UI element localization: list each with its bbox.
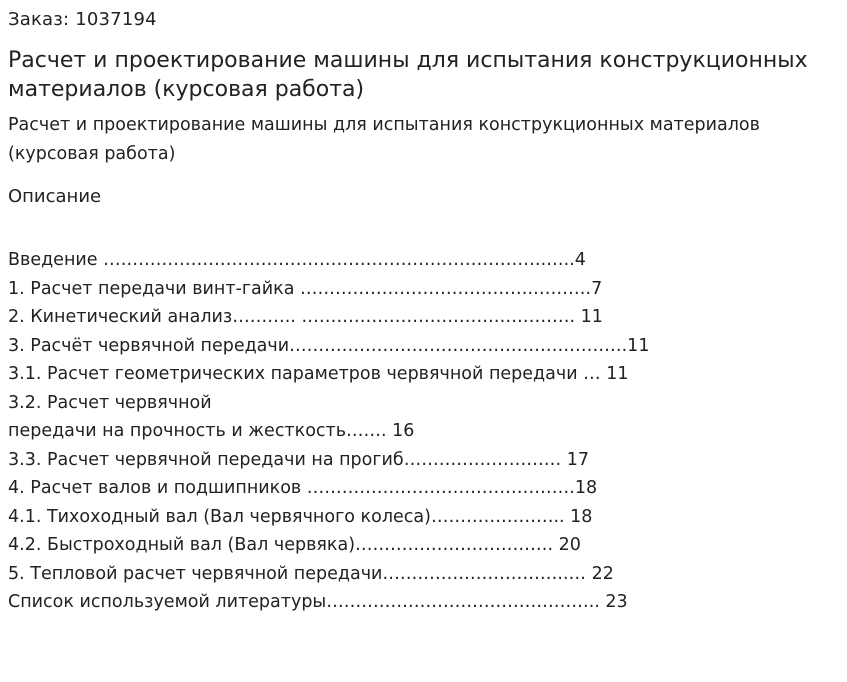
toc-item: 2. Кинетический анализ……….. …………………………….…………. 11 [8, 307, 603, 327]
toc-item: 5. Тепловой расчет червячной передачи…………………………..… 22 [8, 563, 614, 584]
toc-item: Список используемой литературы……………………………………….. 23 [8, 592, 628, 612]
toc-item: 4.2. Быстроходный вал (Вал червяка)……………………………. 20 [8, 535, 581, 555]
toc-item: 3.2. Расчет червячной [8, 392, 212, 413]
toc-item: 3.3. Расчет червячной передачи на прогиб……………………… 17 [8, 449, 590, 470]
toc-item: 3. Расчёт червячной передачи………………………………………………….11 [8, 335, 650, 356]
toc-item: 4. Расчет валов и подшипников ……………………………………….18 [8, 478, 598, 498]
toc-item: 3.1. Расчет геометрических параметров червячной передачи … 11 [8, 364, 629, 384]
description-heading: Описание [8, 186, 102, 207]
toc-item: 4.1. Тихоходный вал (Вал червячного колеса)………………….. 18 [8, 506, 593, 527]
table-of-contents [8, 246, 839, 617]
page-title: Расчет и проектирование машины для испытания конструкционных материалов (курсовая работа) [8, 48, 808, 102]
toc-item: передачи на прочность и жесткость……. 16 [8, 421, 415, 441]
toc-item: 1. Расчет передачи винт-гайка ………………………………….……….7 [8, 278, 603, 299]
order-number: Заказ: 1037194 [8, 9, 157, 30]
toc-item: Введение ………………………………………………………………….…..4 [8, 250, 586, 270]
page-subtitle: Расчет и проектирование машины для испытания конструкционных материалов (курсовая работа) [8, 115, 760, 164]
